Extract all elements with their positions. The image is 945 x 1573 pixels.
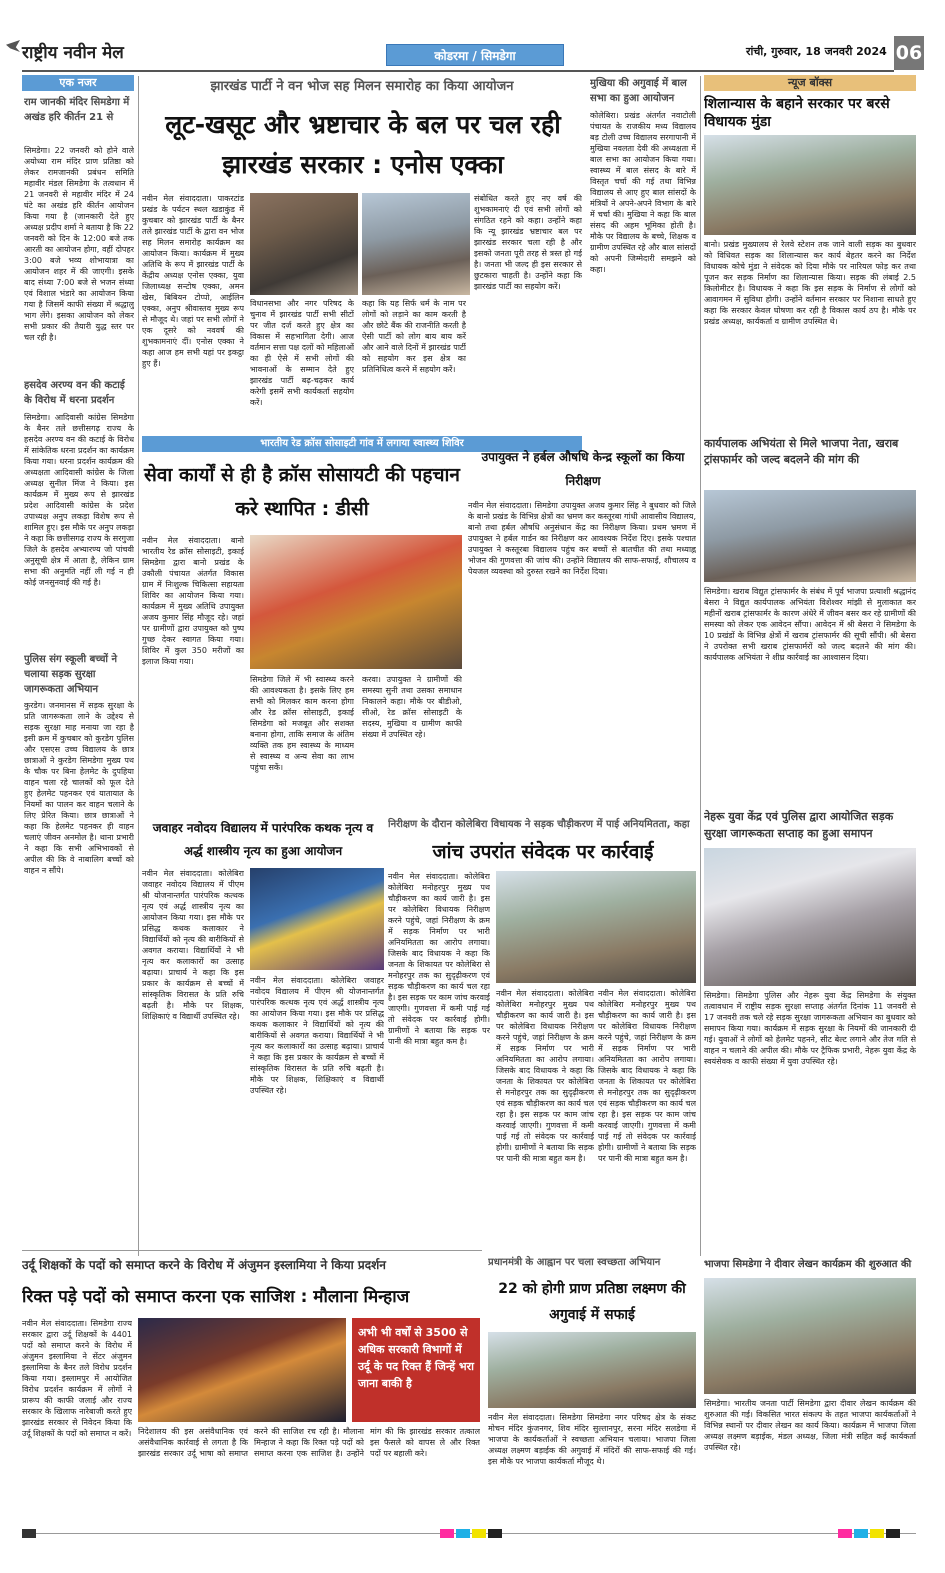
redcross-kicker: भारतीय रेड क्रॉस सोसाइटी गांव में लगाया स्वास्थ्य शिविर <box>142 436 582 452</box>
bjp-meeting-headline: कार्यपालक अभियंता से मिले भाजपा नेता, खराब ट्रांसफार्मर को जल्द बदलने की मांग की <box>704 437 899 466</box>
herbal-body: नवीन मेल संवाददाता। सिमडेगा उपायुक्त अजय कुमार सिंह ने बुधवार को जिले के बानो प्रखंड के विभिन्न क्षेत्रों का भ्रमण कर कस्तूरबा गांधी आवासीय विद्यालय, बानो तथा हर्बल औषधि अनुसंधान केंद्र का निरीक्षण किया। प्रथम भ्रमण में उपायुक्त ने हर्बल गार्डन का निरीक्षण कर आवश्यक निर्देश दिए। इसके पश्चात उपायुक्त ने कस्तूरबा विद्यालय पहुंच कर बच्चों से बातचीत की तथा मध्याह्न भोजन की गुणवत्ता की जांच की। उन्होंने विद्यालय की साफ-सफाई, शौचालय व पेयजल व्यवस्था को दुरुस्त रखने का निर्देश दिया। <box>468 501 696 576</box>
jaanch-body-continued: नवीन मेल संवाददाता। कोलेबिरा कोलेबिरा मनोहरपुर मुख्य पथ चौड़ीकरण का कार्य जारी है। इस पर कोलेबिरा विधायक निरीक्षण करने पहुंचे, जहां निरीक्षण के क्रम में सड़क निर्माण पर भारी अनियमितता का आरोप लगाया। जिसके बाद विधायक ने कहा कि जनता के शिकायत पर कोलेबिरा से मनोहरपुर तक का सुदृढ़ीकरण एवं सड़क चौड़ीकरण का कार्य चल रहा है। इस सड़क पर काम जांच करवाई जाएगी। गुणवत्ता में कमी पाई गई तो संवेदक पर कार्रवाई होगी। ग्रामीणों ने बताया कि सड़क पर पानी की मात्रा बहुत कम है। <box>598 989 696 1163</box>
pran-headline: 22 को होगी प्राण प्रतिष्ठा लक्ष्मण की अगुवाई में सफाई <box>498 1281 686 1323</box>
road-inspection-photo <box>496 871 696 983</box>
print-color-swatch <box>854 1529 868 1538</box>
foundation-ceremony-photo <box>704 135 916 235</box>
urdu-body: नवीन मेल संवाददाता। सिमडेगा राज्य सरकार द्वारा उर्दू शिक्षकों के 4401 पदों को समाप्त करने के विरोध में अंजुमन इस्लामिया ने सेंटर अंजुमन इस्लामिया के बैनर तले विरोध प्रदर्शन किया गया। इस्लामपुर में आयोजित विरोध प्रदर्शन कार्यक्रम में लोगों ने प्रारूप की काफी जलाई और राज्य सरकार के खिलाफ नारेबाजी करते हुए झारखंड सरकार से निवेदन किया कि उर्दू शिक्षकों के पदों को समाप्त न करें। <box>22 1319 132 1438</box>
print-color-swatch <box>440 1529 454 1538</box>
bhajpa-body: सिमडेगा। भारतीय जनता पार्टी सिमडेगा द्वारा दीवार लेखन कार्यक्रम की शुरुआत की गई। विकसित भारत संकल्प के तहत भाजपा कार्यकर्ताओं ने विभिन्न स्थानों पर दीवार लेखन का कार्य किया। कार्यक्रम में भाजपा जिला अध्यक्ष लक्ष्मण बड़ाईक, मंडल अध्यक्ष, जिला मंत्री सहित कई कार्यकर्ता उपस्थित रहे। <box>704 1399 916 1452</box>
redcross-headline: सेवा कार्यों से ही है क्रॉस सोसायटी की पहचान करे स्थापित : डीसी <box>144 464 460 520</box>
urdu-kicker: उर्दू शिक्षकों के पदों को समाप्त करने के विरोध में अंजुमन इस्लामिया ने किया प्रदर्शन <box>22 1258 386 1272</box>
news-box-body: बानो। प्रखंड मुख्यालय से रेलवे स्टेशन तक जाने वाली सड़क का बुधवार को विधिवत सड़क का शिलान्यास कर कार्य बेहतर करने का निर्देश विधायक कोचे मुंडा ने संवेदक को दिया मौके पर नारियल फोड़ कर तथा पूजन कर सड़क निर्माण का शिलान्यास किया। सड़क की लंबाई 2.5 किलोमीटर है। विधायक ने कहा कि इस सड़क के निर्माण से लोगों को आवागमन में सुविधा होगी। उन्होंने वर्तमान सरकार पर निशाना साधते हुए कहा कि सरकार केवल घोषणा कर रही है विकास कार्य ठप है। मौके पर प्रखंड अध्यक्ष, कार्यकर्ता व ग्रामीण उपस्थित थे। <box>704 240 916 326</box>
print-color-swatch <box>886 1529 900 1538</box>
issue-date: रांची, गुरुवार, 18 जनवरी 2024 <box>746 45 887 58</box>
print-color-swatch <box>488 1529 502 1538</box>
print-color-swatch <box>456 1529 470 1538</box>
bird-logo-icon <box>6 40 20 52</box>
jaanch-headline: जांच उपरांत संवेदक पर कार्रवाई <box>432 841 654 863</box>
print-color-swatch <box>870 1529 884 1538</box>
masthead-divider <box>22 70 894 72</box>
ek-nazar-s3-body: कुरडेग। जनमानस में सड़क सुरक्षा के प्रति जागरूकता लाने के उद्देश्य से सड़क सुरक्षा माह मनाया जा रहा है इसी क्रम में कुचबार को कुरडेग पुलिस और एसएस उच्च विद्यालय के छात्र छात्राओं ने कुरडेग सिमडेगा मुख्य पथ के चौक पर बिना हेलमेट के दुपहिया वाहन चला रहे चालकों को फूल देते हुए हेलमेट पहनकर एवं यातायात के नियमों का पालन कर वाहन चलाने के लिए प्रेरित किया। छात्र छात्राओं ने कहा कि हेलमेट पहनकर ही वाहन चलाएं जीवन अनमोल है। थाना प्रभारी ने कहा कि सभी अभिभावकों से अपील की कि वे नाबालिग बच्चों को वाहन न सौंपे। <box>24 701 134 875</box>
main-kicker: झारखंड पार्टी ने वन भोज सह मिलन समारोह का किया आयोजन <box>210 79 514 94</box>
news-box-label: न्यूज बॉक्स <box>704 75 916 91</box>
urdu-headline: रिक्त पड़े पदों को समाप्त करना एक साजिश : मौलाना मिन्हाज <box>22 1287 410 1307</box>
bjp-meeting-photo <box>704 490 916 582</box>
main-story-col1: नवीन मेल संवाददाता। पाकरटांड प्रखंड के पर्यटन स्थल खडाकुंड में कुचबार को झारखंड पार्टी के बैनर तले झारखंड पार्टी के द्वारा वन भोज सह मिलन समारोह कार्यक्रम का आयोजन किया। कार्यक्रम में मुख्य अतिथि के रूप में झारखंड पार्टी के केंद्रीय अध्यक्ष एनोस एक्का, युवा जिलाध्यक्ष सन्टोष एक्का, अमन खेस, बिबियन टोप्पो, आईलिन एक्का, अनुप श्रीवास्तव मुख्य रूप से मौजूद थे। जहां पर सभी लोगों ने एक दूसरे को नववर्ष की शुभकामनाएं दीं। एनोस एक्का ने कहा आज हम सभी यहां पर इकट्ठा हुए हैं। <box>142 194 244 368</box>
urdu-body-continued: निदेशालय की इस असंवैधानिक एवं असंवैधानिक कार्रवाई से लगता है कि झारखंड सरकार उर्दू भाषा को समाप्त करने की साजिश रच रही है। मौलाना मिन्हाज ने कहा कि रिक्त पड़े पदों को समाप्त करना एक साजिश है। उन्होंने मांग की कि झारखंड सरकार तत्काल इस फैसले को वापस ले और रिक्त पदों पर बहाली करे। <box>138 1427 480 1458</box>
nehru-headline: नेहरू युवा केंद्र एवं पुलिस द्वारा आयोजित सड़क सुरक्षा जागरूकता सप्ताह का हुआ समापन <box>704 810 894 840</box>
road-safety-rally-photo <box>704 848 916 986</box>
dc-health-camp-photo <box>250 535 462 669</box>
main-audience-photo <box>362 193 470 295</box>
temple-cleaning-photo <box>488 1332 696 1408</box>
ek-nazar-label: एक नजर <box>22 75 134 91</box>
main-story-col2: विधानसभा और नगर परिषद के चुनाव में झारखंड पार्टी सभी सीटों पर जीत दर्ज करते हुए क्षेत्र का विकास में सहभागिता देगी। आज वर्तमान सत्ता पक्ष दलों को महिलाओं का ही ऐसे में सभी लोगों की भावनाओं के सम्मान देते हुए झारखंड पार्टी बढ़-चढ़कर कार्य करेगी इसमें सभी कार्यकर्ता सहयोग करें। <box>250 299 354 407</box>
redcross-col1: नवीन मेल संवाददाता। बानो भारतीय रेड क्रॉस सोसाइटी, इकाई सिमडेगा द्वारा बानो प्रखंड के उकौली पंचायत अंतर्गत विकास ग्राम में निःशुल्क चिकित्सा सहायता शिविर का आयोजन किया गया। कार्यक्रम में मुख्य अतिथि उपायुक्त अजय कुमार सिंह मौजूद रहे। जहां पर ग्रामीणों द्वारा उपायुक्त को पुष्प गुच्छ देकर स्वागत किया गया। शिविर में कुल 350 मरीजों का इलाज किया गया। <box>142 536 244 666</box>
print-color-swatch <box>22 1529 36 1538</box>
bhajpa-headline: भाजपा सिमडेगा ने दीवार लेखन कार्यक्रम की शुरुआत की <box>704 1259 912 1270</box>
wall-writing-photo <box>704 1278 916 1394</box>
ek-nazar-s1-headline: राम जानकी मंदिर सिमडेगा में अखंड हरि कीर्तन 21 से <box>24 97 130 123</box>
newspaper-name: राष्ट्रीय नवीन मेल <box>22 43 124 63</box>
print-color-swatch <box>472 1529 486 1538</box>
dance-performance-photo <box>250 868 384 970</box>
ek-nazar-s1-body: सिमडेगा। 22 जनवरी को होने वाले अयोध्या राम मंदिर प्राण प्रतिष्ठा को लेकर रामजानकी प्रबंधन समिति महावीर मंडल सिमडेगा के तत्वधान में 21 जनवरी से महावीर मंदिर में 24 घंटे का अखंड हरि कीर्तन आयोजन किया गया है (जानकारी देते हुए अध्यक्ष प्रदीप शर्मा ने बताया है कि 22 जनवरी को दिन के 12:00 बजे तक आरती का आयोजन होगा, वहीं दोपहर 3:00 बजे भव्य शोभायात्रा का आयोजन शहर में की जाएगी। इसके बाद संध्या 7:00 बजे से भजन संध्या एवं विशाल भंडारे का आयोजन किया गया है जिसमें काफी संख्या में श्रद्धालु भाग लेंगे। इसका आयोजन को लेकर सभी प्रकार की तैयारी युद्ध स्तर पर चल रही है। <box>24 146 134 342</box>
protest-night-photo <box>138 1318 346 1422</box>
news-box-headline: शिलान्यास के बहाने सरकार पर बरसे विधायक मुंडा <box>704 96 890 130</box>
main-story-col4: संबोधित करते हुए नए वर्ष की शुभकामनाएं दी एवं सभी लोगों को संगठित रहने को कहा। उन्होंने कहा कि न्यू झारखंड भ्रष्टाचार बल पर झारखंड सरकार चला रही है और इसको जनता पूरी तरह से त्रस्त हो गई है। जनता भी जल्द ही इस सरकार से छुटकारा चाहती है। उन्होंने कहा कि झारखंड पार्टी का सहयोग करें। <box>474 194 582 291</box>
jaanch-body-continued: नवीन मेल संवाददाता। कोलेबिरा कोलेबिरा मनोहरपुर मुख्य पथ चौड़ीकरण का कार्य जारी है। इस पर कोलेबिरा विधायक निरीक्षण करने पहुंचे, जहां निरीक्षण के क्रम में सड़क निर्माण पर भारी अनियमितता का आरोप लगाया। जिसके बाद विधायक ने कहा कि जनता के शिकायत पर कोलेबिरा से मनोहरपुर तक का सुदृढ़ीकरण एवं सड़क चौड़ीकरण का कार्य चल रहा है। इस सड़क पर काम जांच करवाई जाएगी। गुणवत्ता में कमी पाई गई तो संवेदक पर कार्रवाई होगी। ग्रामीणों ने बताया कि सड़क पर पानी की मात्रा बहुत कम है। <box>496 989 594 1163</box>
jnv-headline: जवाहर नवोदय विद्यालय में पारंपरिक कथक नृत्य व अर्द्ध शास्त्रीय नृत्य का हुआ आयोजन <box>152 821 374 858</box>
mukhiya-body: कोलेबिरा। प्रखंड अंतर्गत नवाटोली पंचायत के राजकीय मध्य विद्यालय बड़ टोली उच्च विद्यालय सरगापानी में मुखिया नवलता देवी की अध्यक्षता में बाल सभा का आयोजन किया गया। स्वास्थ्य में बाल संसद के बारे में विस्तृत चर्चा की गई तथा विभिन्न विद्यालय से आए हुए बाल सांसदों के मंत्रियों ने अपने-अपने विभाग के बारे में चर्चा की। मुखिया ने कहा कि बाल संसद की अहम भूमिका होती है। मौके पर विद्यालय के बच्चे, शिक्षक व ग्रामीण उपस्थित रहे और बाल सांसदों को अपनी जिम्मेदारी समझने को कहा। <box>590 111 696 274</box>
main-speech-photo <box>250 193 358 295</box>
pran-body: नवीन मेल संवाददाता। सिमडेगा सिमडेगा नगर परिषद क्षेत्र के संकट मोचन मंदिर कुंजनगर, शिव मंदिर सुल्तानपुर, सरना मंदिर सलडेगा में भाजपा के कार्यकर्ताओं ने स्वच्छता अभियान चलाया। भाजपा जिला अध्यक्ष लक्ष्मण बड़ाईक की अगुवाई में मंदिरों की साफ-सफाई की गई। इस मौके पर भाजपा कार्यकर्ता मौजूद थे। <box>488 1413 696 1466</box>
main-story-col3: कहा कि यह सिर्फ धर्म के नाम पर लोगों को लड़ाने का काम करती है और छोटे बैंक की राजनीति करती है ऐसी पार्टी को लोग बाय बाय करें और आने वाले दिनों में झारखंड पार्टी को सहयोग कर इस क्षेत्र का प्रतिनिधित्व करने में सहयोग करें। <box>362 299 466 374</box>
herbal-headline: उपायुक्त ने हर्बल औषधि केन्द्र स्कूलों का किया निरीक्षण <box>481 450 685 488</box>
nehru-body: सिमडेगा। सिमडेगा पुलिस और नेहरू युवा केंद्र सिमडेगा के संयुक्त तत्वावधान में राष्ट्रीय सड़क सुरक्षा सप्ताह अंतर्गत दिनांक 11 जनवरी से 17 जनवरी तक चले रहे सड़क सुरक्षा जागरूकता अभियान का बुधवार को समापन किया गया। कार्यक्रम में सड़क सुरक्षा के नियमों की जानकारी दी गई। युवाओं ने लोगों को हेलमेट पहनने, सीट बेल्ट लगाने और तेज गति से वाहन न चलाने की अपील की। मौके पर ट्रैफिक प्रभारी, नेहरू युवा केंद्र के स्वयंसेवक व काफी संख्या में युवा उपस्थित रहे। <box>704 991 916 1066</box>
column-divider <box>138 76 139 1256</box>
urdu-callout: अभी भी वर्षों से 3500 से अधिक सरकारी विभागों में उर्दू के पद रिक्त हैं जिन्हें भरा जाना बाकी है <box>352 1318 480 1422</box>
jnv-body-continued: नवीन मेल संवाददाता। कोलेबिरा जवाहर नवोदय विद्यालय में पीएम श्री योजनान्तर्गत पारंपरिक कत्थक नृत्य एवं अर्द्ध शास्त्रीय नृत्य का आयोजन किया गया। इस मौके पर प्रसिद्ध कथक कलाकार ने विद्यार्थियों को नृत्य की बारीकियों से अवगत कराया। विद्यार्थियों ने भी नृत्य कर कलाकारों का उत्साह बढ़ाया। प्राचार्य ने कहा कि इस प्रकार के कार्यक्रम से बच्चों में सांस्कृतिक विरासत के प्रति रुचि बढ़ती है। मौके पर शिक्षक, शिक्षिकाएं व विद्यार्थी उपस्थित रहे। <box>250 976 384 1095</box>
jaanch-kicker: निरीक्षण के दौरान कोलेबिरा विधायक ने सड़क चौड़ीकरण में पाई अनियमितता, कहा <box>388 819 690 830</box>
jnv-body: नवीन मेल संवाददाता। कोलेबिरा जवाहर नवोदय विद्यालय में पीएम श्री योजनान्तर्गत पारंपरिक कत्थक नृत्य एवं अर्द्ध शास्त्रीय नृत्य का आयोजन किया गया। इस मौके पर प्रसिद्ध कथक कलाकार ने विद्यार्थियों को नृत्य की बारीकियों से अवगत कराया। विद्यार्थियों ने भी नृत्य कर कलाकारों का उत्साह बढ़ाया। प्राचार्य ने कहा कि इस प्रकार के कार्यक्रम से बच्चों में सांस्कृतिक विरासत के प्रति रुचि बढ़ती है। मौके पर शिक्षक, शिक्षिकाएं व विद्यार्थी उपस्थित रहे। <box>142 869 244 1021</box>
redcross-col2: सिमडेगा जिले में भी स्वास्थ्य करने की आवश्यकता है। इसके लिए हम सभी को मिलकर काम करना होगा और रेड क्रॉस सोसाइटी, इकाई सिमडेगा को मजबूत और सशक्त बनाना होगा, ताकि समाज के अंतिम व्यक्ति तक हम स्वास्थ्य के माध्यम से स्वास्थ्य व अन्य सेवा का लाभ पहुंचा सकें। <box>250 675 354 772</box>
ek-nazar-s2-headline: हसदेव अरण्य वन की कटाई के विरोध में धरना प्रदर्शन <box>24 380 125 406</box>
mukhiya-headline: मुखिया की अगुवाई में बाल सभा का हुआ आयोजन <box>590 78 687 104</box>
section-label: कोडरमा / सिमडेगा <box>386 44 564 66</box>
redcross-col3: करवा। उपायुक्त ने ग्रामीणों की समस्या सुनी तथा उसका समाधान निकालने कहा। मौके पर बीडीओ, सीओ, रेड क्रॉस सोसाइटी के सदस्य, मुखिया व ग्रामीण काफी संख्या में उपस्थित रहे। <box>362 675 462 739</box>
ek-nazar-s3-headline: पुलिस संग स्कूली बच्चों ने चलाया सड़क सुरक्षा जागरूकता अभियान <box>24 654 118 695</box>
page-number: 06 <box>894 36 924 70</box>
bjp-meeting-body: सिमडेगा। खराब विद्युत ट्रांसफार्मर के संबंध में पूर्व भाजपा प्रत्याशी श्रद्धानंद बेसरा ने विद्युत कार्यपालक अभियंता विशेश्वर मांझी से मुलाकात कर महीनों खराब ट्रांसफार्मर के कारण अंधेरे में जीवन बसर कर रहे ग्रामीणों की समस्या को लेकर एक आवेदन सौंपा। आवेदन में श्री बेसरा ने सिमडेगा के 10 प्रखंडों के विभिन्न क्षेत्रों में खराब ट्रांसफार्मर की सूची सौंपी। श्री बेसरा ने उपरोक्त सभी खराब ट्रांसफार्मरों को जल्द बदलने की मांग की। कार्यपालक अभियंता ने शीघ्र कार्रवाई का आश्वासन दिया। <box>704 587 916 662</box>
pran-kicker: प्रधानमंत्री के आह्वान पर चला स्वच्छता अभियान <box>488 1257 661 1268</box>
ek-nazar-s2-body: सिमडेगा। आदिवासी कांग्रेस सिमडेगा के बैनर तले छत्तीसगढ़ राज्य के हसदेव अरण्य वन की कटाई के विरोध में सांकेतिक धरना प्रदर्शन का कार्यक्रम किया गया। धरना प्रदर्शन कार्यक्रम की अध्यक्षता आदिवासी कांग्रेस के जिला अध्यक्ष सुनील मिंज ने किया। इस कार्यक्रम में मुख्य रूप से झारखंड प्रदेश आदिवासी कांग्रेस के प्रदेश उपाध्यक्ष अनुप लकड़ा विशेष रूप से शामिल हुए। इस मौके पर अनुप लकड़ा ने कहा कि छत्तीसगढ़ राज्य के सरगुजा जिले के हसदेव अभ्यारण्य जो पांचवी अनुसूची क्षेत्र में आता है, लेकिन ग्राम सभा की अनुमति नहीं ली गई न ही कोई जनसुनवाई की गई है। <box>24 413 134 587</box>
column-divider <box>700 76 701 1256</box>
jaanch-body: नवीन मेल संवाददाता। कोलेबिरा कोलेबिरा मनोहरपुर मुख्य पथ चौड़ीकरण का कार्य जारी है। इस पर कोलेबिरा विधायक निरीक्षण करने पहुंचे, जहां निरीक्षण के क्रम में सड़क निर्माण पर भारी अनियमितता का आरोप लगाया। जिसके बाद विधायक ने कहा कि जनता के शिकायत पर कोलेबिरा से मनोहरपुर तक का सुदृढ़ीकरण एवं सड़क चौड़ीकरण का कार्य चल रहा है। इस सड़क पर काम जांच करवाई जाएगी। गुणवत्ता में कमी पाई गई तो संवेदक पर कार्रवाई होगी। ग्रामीणों ने बताया कि सड़क पर पानी की मात्रा बहुत कम है। <box>388 872 490 1046</box>
print-color-swatch <box>838 1529 852 1538</box>
main-headline: लूट-खसूट और भ्रष्टाचार के बल पर चल रही झारखंड सरकार : एनोस एक्का <box>165 110 561 179</box>
section-divider <box>22 1250 482 1251</box>
